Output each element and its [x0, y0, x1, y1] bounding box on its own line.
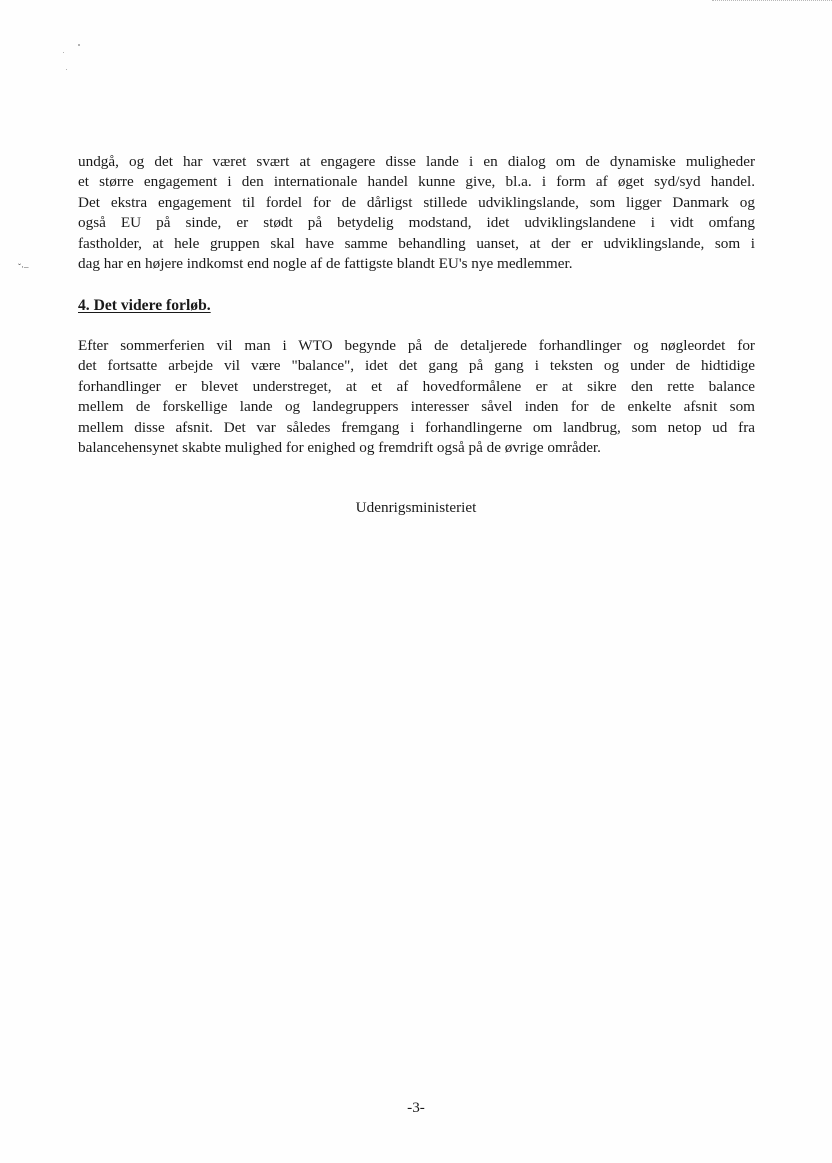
paragraph-line: mellem disse afsnit. Det var således fremgang i forhandlingerne om landbrug, som netop ud fra — [78, 418, 755, 436]
paragraph-1 — [78, 152, 755, 274]
page-number: -3- — [407, 1099, 425, 1116]
margin-mark: ˇ·– — [18, 262, 29, 272]
paragraph-line: et større engagement i den internationale handel kunne give, bl.a. i form af øget syd/syd handel. — [78, 173, 755, 191]
scan-speck — [78, 44, 80, 46]
paragraph-line: dag har en højere indkomst end nogle af de fattigste blandt EU's nye medlemmer. — [78, 255, 573, 273]
paragraph-line: undgå, og det har været svært at engagere disse lande i en dialog om de dynamiske muligheder — [78, 153, 755, 170]
scan-speck — [66, 69, 67, 70]
paragraph-line: også EU på sinde, er stødt på betydelig modstand, idet udviklingslandene i vidt omfang — [78, 214, 755, 232]
paragraph-line: Det ekstra engagement til fordel for de dårligst stillede udviklingslande, som ligger Danmark og — [78, 193, 755, 211]
paragraph-2 — [78, 336, 755, 458]
paragraph-line: fastholder, at hele gruppen skal have samme behandling uanset, at der er udviklingslande, som i — [78, 234, 755, 252]
paragraph-line: forhandlinger er blevet understreget, at et af hovedformålene er at sikre den rette balance — [78, 377, 755, 395]
paragraph-line: det fortsatte arbejde vil være "balance", idet det gang på gang i teksten og under de hidtidige — [78, 357, 755, 375]
scan-edge-artifact — [712, 0, 832, 5]
paragraph-line: Efter sommerferien vil man i WTO begynde på de detaljerede forhandlinger og nøgleordet for — [78, 337, 755, 354]
paragraph-line: balancehensynet skabte mulighed for enighed og fremdrift også på de øvrige områder. — [78, 439, 601, 457]
scan-speck — [63, 52, 64, 53]
section-heading: 4. Det videre forløb. — [78, 297, 211, 314]
signature: Udenrigsministeriet — [355, 499, 477, 516]
paragraph-line: mellem de forskellige lande og landegruppers interesser såvel inden for de enkelte afsnit som — [78, 398, 755, 416]
